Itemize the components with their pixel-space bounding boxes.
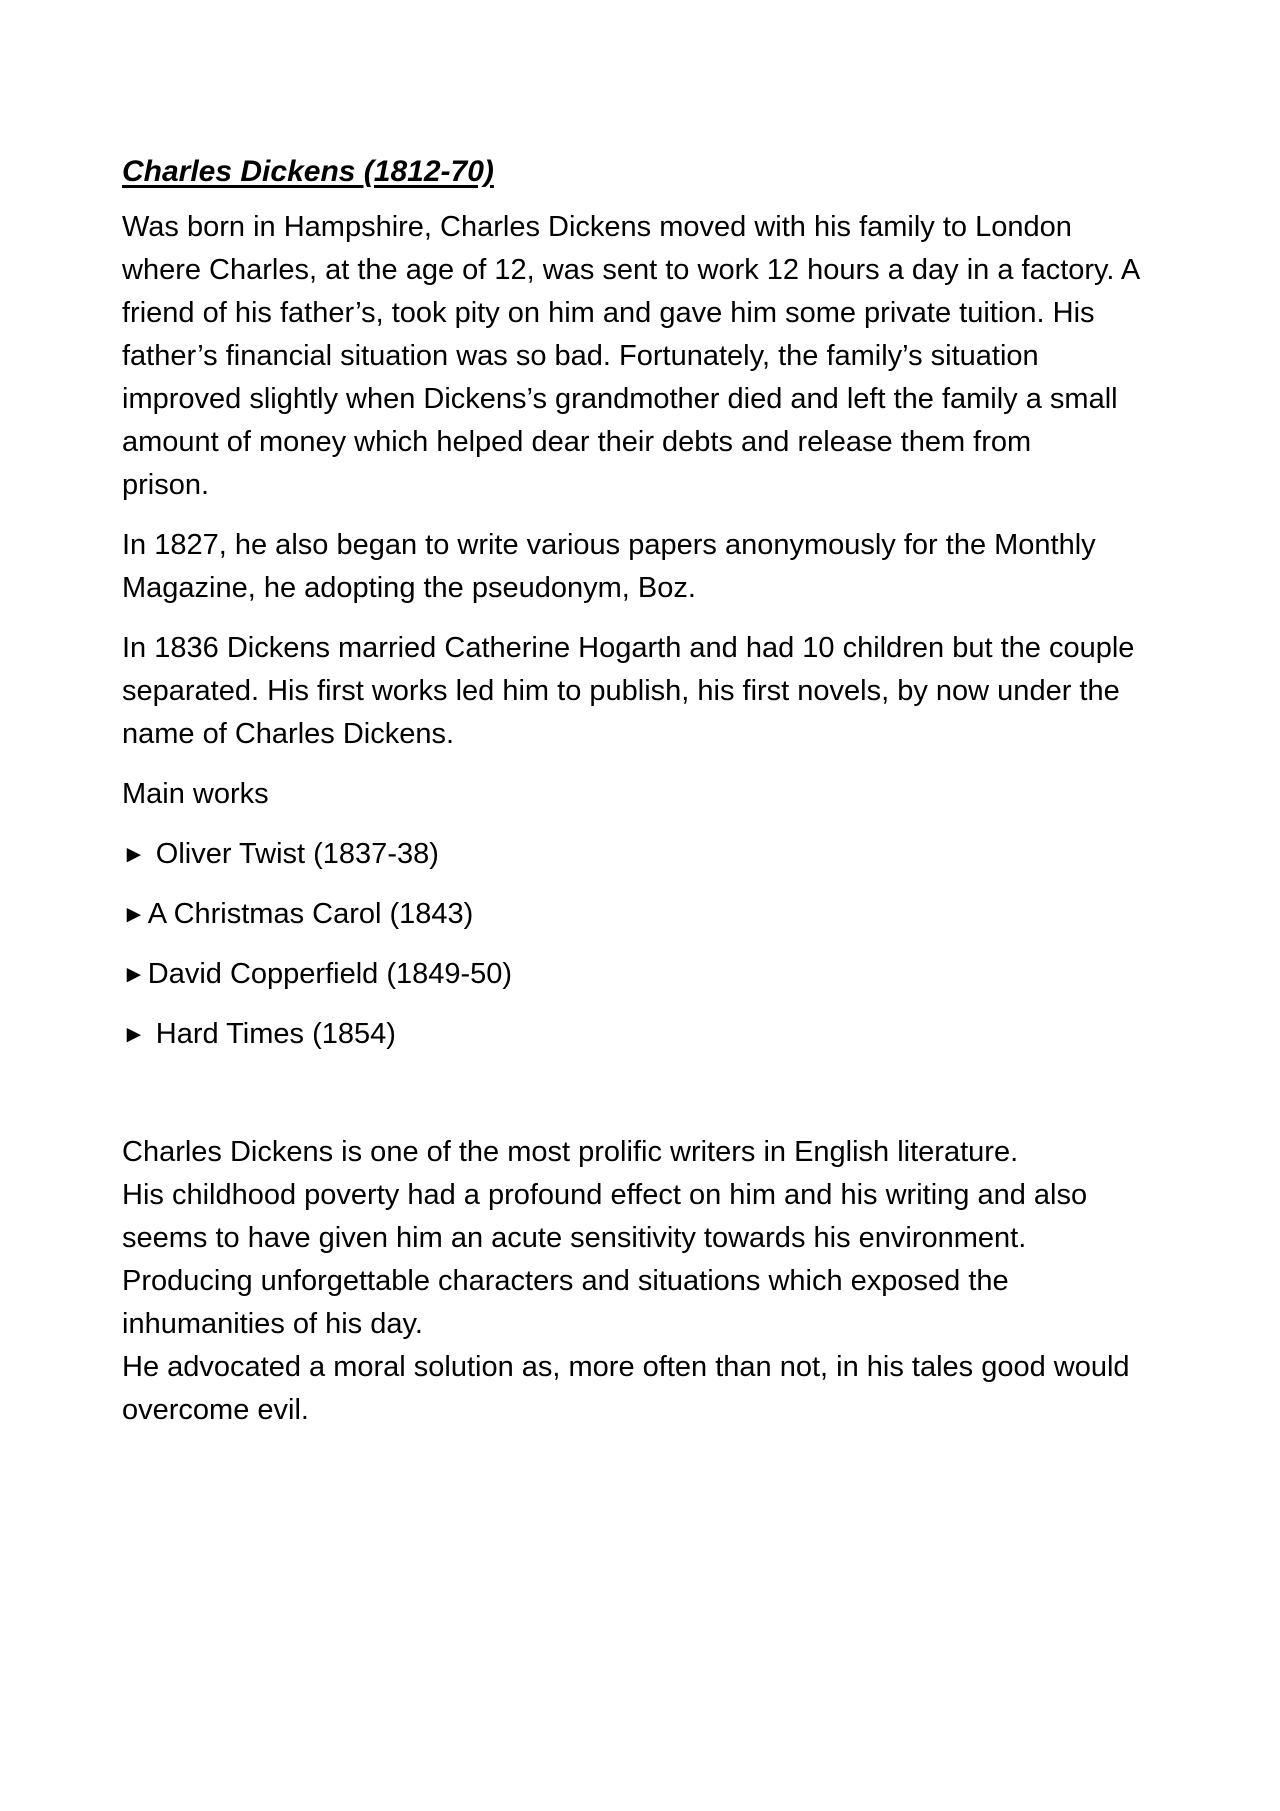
biography-paragraph: Was born in Hampshire, Charles Dickens moved with his family to London where Charles, at the age of 12, was sent to work 12 hours a day in a factory. A friend of his father’s, took pity on him and gave him some private tuition. His father’s financial situation was so bad. Fortunately, the family’s situation improved slightly when Dickens’s grandmother died and left the family a small amount of money which helped dear their debts and release them from prison. — [122, 211, 1141, 501]
work-title: Hard Times (1854) — [155, 1018, 396, 1050]
marriage-paragraph: In 1836 Dickens married Catherine Hogarth and had 10 children but the couple separated. His first works led him to publish, his first novels, by now under the name of Charles Dickens. — [122, 632, 1135, 750]
arrow-bullet-icon: ► — [122, 1021, 146, 1048]
work-title: David Copperfield (1849-50) — [147, 958, 513, 990]
work-title: Oliver Twist (1837-38) — [155, 838, 439, 870]
list-item — [122, 1013, 1182, 1056]
page-title: Charles Dickens (1812-70) — [122, 155, 494, 188]
list-item — [122, 893, 1182, 936]
arrow-bullet-icon: ► — [122, 901, 146, 928]
work-title: A Christmas Carol (1843) — [147, 898, 474, 930]
list-item — [122, 953, 1182, 996]
main-works-list — [122, 833, 1182, 1056]
summary-paragraph: Charles Dickens is one of the most prolific writers in English literature. His childhood poverty had a profound effect on him and his writing and also seems to have given him an acute sensitivity towards his environment. Producing unforgettable characters and situations which exposed the inhumanities of his day. He advocated a moral solution as, more often than not, in his tales good would overcome evil. — [122, 1136, 1130, 1426]
list-item — [122, 833, 1182, 876]
main-works-heading: Main works — [122, 778, 269, 810]
arrow-bullet-icon: ► — [122, 961, 146, 988]
pseudonym-paragraph: In 1827, he also began to write various papers anonymously for the Monthly Magazine, he adopting the pseudonym, Boz. — [122, 529, 1096, 604]
document-page — [122, 150, 1182, 1432]
arrow-bullet-icon: ► — [122, 841, 146, 868]
